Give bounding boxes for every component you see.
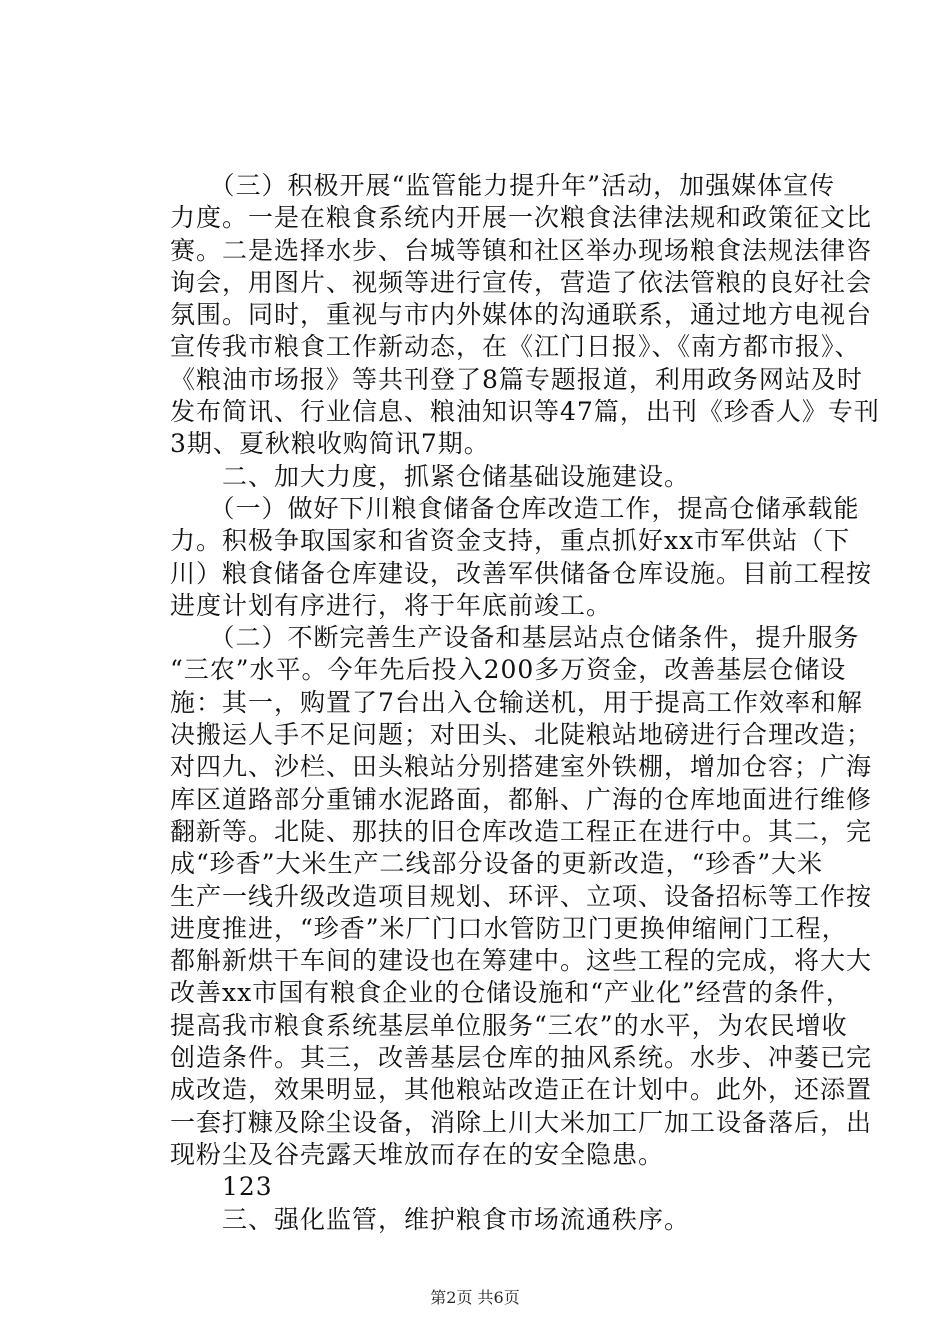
text-line: 对四九、沙栏、田头粮站分别搭建室外铁棚，增加仓容；广海 [170, 752, 873, 782]
text-line: 进度推进，“珍香”米厂门口水管防卫门更换伸缩闸门工程， [170, 913, 848, 943]
text-line: 成改造，效果明显，其他粮站改造正在计划中。此外，还添置 [170, 1075, 873, 1105]
text-line: 《粮油市场报》等共刊登了8篇专题报道，利用政务网站及时 [170, 364, 863, 394]
text-line: 123 [170, 1172, 273, 1202]
text-line: “三农”水平。今年先后投入200多万资金，改善基层仓储设 [170, 655, 847, 685]
text-line: 询会，用图片、视频等进行宣传，营造了依法管粮的良好社会 [170, 267, 873, 297]
text-line: 创造条件。其三，改善基层仓库的抽风系统。水步、冲蒌已完 [170, 1043, 873, 1073]
document-body [170, 170, 880, 1236]
text-line: 进度计划有序进行，将于年底前竣工。 [170, 590, 613, 620]
page-footer: 第2页 共6页 [430, 1288, 520, 1307]
text-line: 力度。一是在粮食系统内开展一次粮食法律法规和政策征文比 [170, 203, 873, 233]
text-line: 施：其一，购置了7台出入仓输送机，用于提高工作效率和解 [170, 687, 863, 717]
text-line: 库区道路部分重铺水泥路面，都斛、广海的仓库地面进行维修 [170, 784, 873, 814]
text-line: 成“珍香”大米生产二线部分设备的更新改造，“珍香”大米 [170, 849, 824, 879]
text-line: 改善xx市国有粮食企业的仓储设施和“产业化”经营的条件， [170, 978, 852, 1008]
text-line: （三）积极开展“监管能力提升年”活动，加强媒体宣传 [170, 171, 836, 200]
section-heading: 三、强化监管，维护粮食市场流通秩序。 [170, 1204, 691, 1234]
text-line: 发布简讯、行业信息、粮油知识等47篇，出刊《珍香人》专刊 [170, 397, 880, 427]
text-line: 都斛新烘干车间的建设也在筹建中。这些工程的完成，将大大 [170, 946, 873, 976]
text-line: 提高我市粮食系统基层单位服务“三农”的水平，为农民增收 [170, 1010, 848, 1040]
section-heading: 二、加大力度，抓紧仓储基础设施建设。 [170, 461, 691, 491]
text-line: 翻新等。北陡、那扶的旧仓库改造工程正在进行中。其二，完 [170, 816, 873, 846]
text-line: 一套打糠及除尘设备，消除上川大米加工厂加工设备落后，出 [170, 1107, 873, 1137]
text-line: 川）粮食储备仓库建设，改善军供储备仓库设施。目前工程按 [170, 558, 873, 588]
text-line: （一）做好下川粮食储备仓库改造工作，提高仓储承载能 [170, 493, 860, 523]
text-line: 3期、夏秋粮收购简讯7期。 [170, 429, 490, 459]
text-line: 力。积极争取国家和省资金支持，重点抓好xx市军供站（下 [170, 526, 851, 556]
text-line: 生产一线升级改造项目规划、环评、立项、设备招标等工作按 [170, 881, 873, 911]
text-line: （二）不断完善生产设备和基层站点仓储条件，提升服务 [170, 623, 860, 653]
text-line: 现粉尘及谷壳露天堆放而存在的安全隐患。 [170, 1139, 665, 1169]
text-line: 氛围。同时，重视与市内外媒体的沟通联系，通过地方电视台 [170, 300, 873, 330]
text-line: 决搬运人手不足问题；对田头、北陡粮站地磅进行合理改造； [170, 720, 873, 750]
text-line: 宣传我市粮食工作新动态，在《江门日报》、《南方都市报》、 [170, 332, 861, 362]
text-line: 赛。二是选择水步、台城等镇和社区举办现场粮食法规法律咨 [170, 235, 873, 265]
